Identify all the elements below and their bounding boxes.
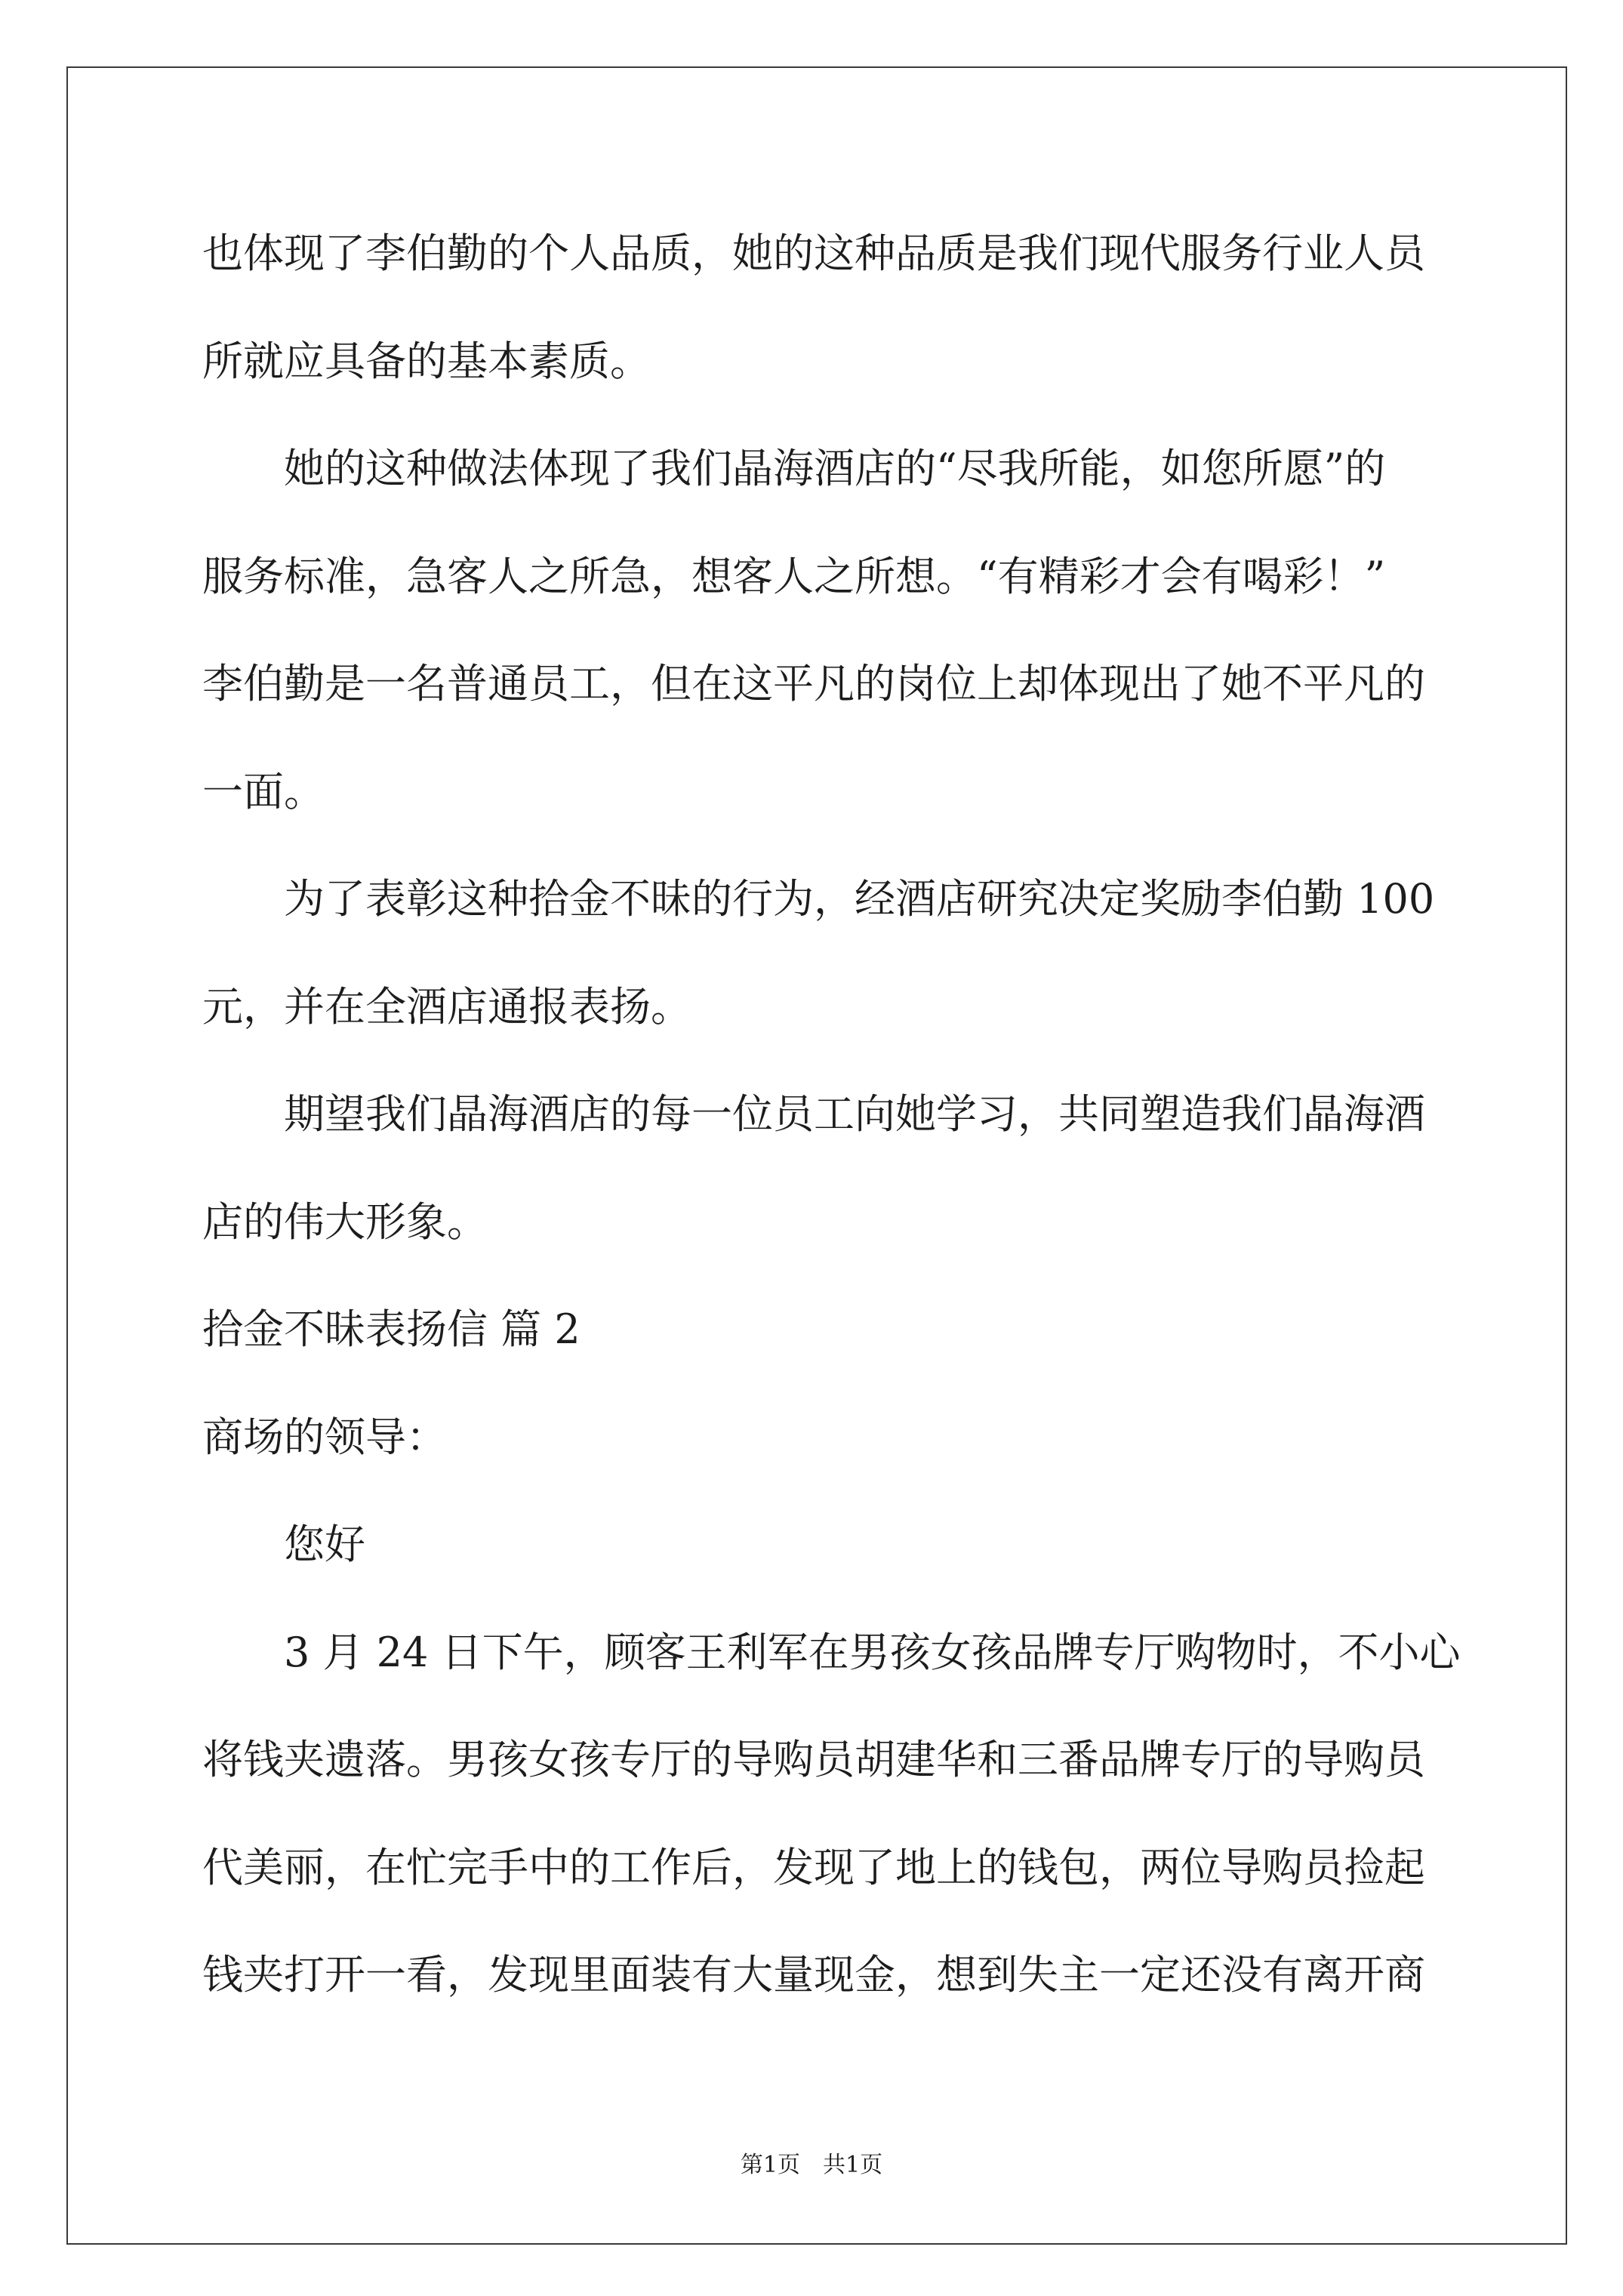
page-footer: 第1页 共1页 <box>740 2152 883 2178</box>
document-body <box>202 200 1486 2029</box>
greeting: 您好 <box>284 1521 365 1568</box>
text-line: 代美丽，在忙完手中的工作后，发现了地上的钱包，两位导购员捡起 <box>202 1843 1425 1891</box>
text-line: 为了表彰这种拾金不昧的行为，经酒店研究决定奖励李伯勤 100 <box>284 875 1435 923</box>
text-line: 将钱夹遗落。男孩女孩专厅的导购员胡建华和三番品牌专厅的导购员 <box>202 1736 1425 1783</box>
text-line: 一面。 <box>202 767 325 815</box>
text-line: 也体现了李伯勤的个人品质，她的这种品质是我们现代服务行业人员 <box>202 230 1425 277</box>
text-line: 期望我们晶海酒店的每一位员工向她学习，共同塑造我们晶海酒 <box>284 1090 1425 1138</box>
text-line: 她的这种做法体现了我们晶海酒店的“尽我所能，如您所愿”的 <box>284 445 1386 492</box>
text-line: 店的伟大形象。 <box>202 1197 488 1246</box>
text-line: 李伯勤是一名普通员工，但在这平凡的岗位上却体现出了她不平凡的 <box>202 660 1425 707</box>
text-line: 服务标准，急客人之所急，想客人之所想。“有精彩才会有喝彩！” <box>202 552 1386 600</box>
text-line: 3 月 24 日下午，顾客王利军在男孩女孩品牌专厅购物时，不小心 <box>284 1628 1461 1676</box>
text-line: 钱夹打开一看，发现里面装有大量现金，想到失主一定还没有离开商 <box>202 1951 1425 1999</box>
text-line: 元，并在全酒店通报表扬。 <box>202 982 691 1031</box>
salutation: 商场的领导： <box>202 1413 447 1461</box>
section-heading: 拾金不昧表扬信 篇 2 <box>202 1305 581 1353</box>
text-line: 所就应具备的基本素质。 <box>202 337 651 385</box>
